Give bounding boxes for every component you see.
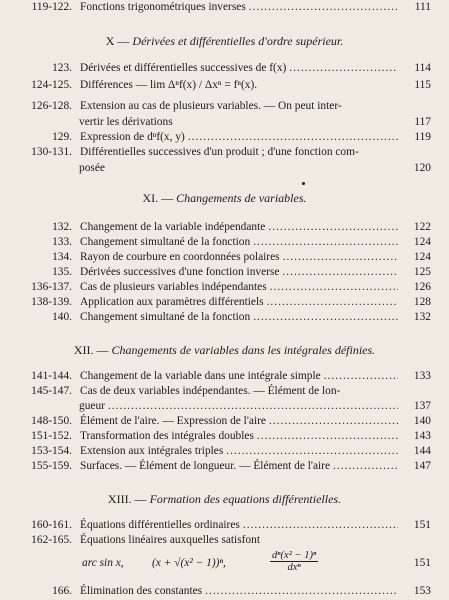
toc-entry (12, 518, 431, 532)
chapter-title: Changements de variables. (176, 191, 307, 205)
toc-entry (12, 78, 431, 92)
entry-page: 133 (413, 370, 431, 382)
entry-title: Équations différentielles ordinaires (80, 519, 240, 531)
entry-number: 119-122. (31, 1, 72, 13)
ink-speck (302, 182, 305, 185)
entry-number: 140. (52, 311, 72, 323)
entry-number: 123. (52, 62, 72, 74)
entry-number: 129. (52, 131, 72, 143)
entry-page: 120 (413, 162, 431, 174)
entry-number: 160-161. (31, 519, 72, 531)
dot-leader (226, 444, 398, 458)
entry-title-continued: vertir les dérivations (79, 116, 173, 128)
formula-power: (x + √(x² − 1))ⁿ, (152, 557, 226, 569)
dot-leader (253, 235, 398, 249)
chapter-title: Formation des equations différentielles. (149, 492, 342, 506)
entry-title: Changement simultané de la fonction (80, 311, 251, 323)
entry-title: Surfaces. — Élément de longueur. — Élément de l'aire (80, 460, 331, 472)
entry-page: 151 (413, 519, 431, 531)
entry-page: 125 (413, 266, 431, 278)
entry-page: 128 (413, 296, 431, 308)
entry-page: 147 (413, 460, 431, 472)
dot-leader (257, 429, 398, 443)
entry-page: 151 (413, 557, 431, 569)
dot-leader (333, 459, 398, 473)
fraction-numerator: dⁿ(x² − 1)ⁿ (272, 550, 317, 561)
toc-entry (12, 220, 431, 234)
toc-entry (12, 310, 431, 324)
entry-title: Changement de la variable dans une intégrale simple (80, 370, 321, 382)
chapter-title: Dérivées et différentielles d'ordre supérieur. (132, 34, 344, 48)
chapter-number: XI. — (142, 191, 174, 205)
dot-leader (324, 369, 398, 383)
chapter-heading (0, 492, 449, 507)
entry-page: 143 (413, 430, 431, 442)
chapter-heading (0, 343, 449, 358)
toc-entry-continuation (79, 161, 431, 175)
entry-number: 148-150. (31, 415, 72, 427)
entry-title: Élimination des constantes (80, 585, 203, 597)
entry-page: 111 (414, 1, 431, 13)
formula-arcsin: arc sin x, (82, 557, 124, 569)
chapter-number: XII. — (73, 343, 109, 357)
toc-entry (12, 295, 431, 309)
chapter-number: XIII. — (107, 492, 147, 506)
toc-entry (12, 0, 431, 14)
dot-leader (282, 265, 398, 279)
toc-entry (12, 61, 431, 75)
entry-number: 130-131. (31, 146, 72, 158)
entry-number: 141-144. (31, 370, 72, 382)
entry-number: 126-128. (31, 100, 72, 112)
entry-title: Dérivées et différentielles successives de f(x) (80, 62, 287, 74)
toc-entry-continuation (79, 115, 431, 129)
toc-entry (12, 265, 431, 279)
entry-title: Extension aux intégrales triples (80, 445, 224, 457)
chapter-heading (0, 34, 449, 49)
toc-entry (12, 369, 431, 383)
entry-page: 115 (414, 79, 431, 91)
entry-number: 136-137. (31, 281, 72, 293)
entry-page: 126 (413, 281, 431, 293)
entry-page: 114 (414, 62, 431, 74)
dot-leader (108, 399, 398, 413)
entry-page: 124 (413, 236, 431, 248)
entry-page: 137 (413, 400, 431, 412)
toc-entry (12, 130, 431, 144)
entry-page: 153 (413, 585, 431, 597)
entry-title: Équations linéaires auxquelles satisfont (80, 534, 260, 546)
toc-entry-continuation (79, 399, 431, 413)
entry-title: Extension au cas de plusieurs variables. — On peut inter- (80, 100, 342, 112)
entry-title-continued: posée (79, 162, 105, 174)
fraction-denominator: dxⁿ (287, 562, 301, 573)
entry-number: 124-125. (31, 79, 72, 91)
dot-leader (205, 584, 398, 598)
entry-title: Fonctions trigonométriques inverses (80, 1, 246, 13)
entry-number: 135. (52, 266, 72, 278)
entry-number: 132. (52, 221, 72, 233)
entry-title: Application aux paramètres différentiels (80, 296, 264, 308)
entry-title: Transformation des intégrales doubles (80, 430, 254, 442)
entry-title: Différences — lim Δⁿf(x) / Δxⁿ = fⁿ(x). (80, 79, 258, 91)
entry-number: 166. (52, 585, 72, 597)
entry-number: 134. (52, 251, 72, 263)
dot-leader (283, 250, 398, 264)
entry-page: 122 (413, 221, 431, 233)
entry-page: 119 (414, 131, 431, 143)
entry-title: Élément de l'aire. — Expression de l'aire (80, 415, 266, 427)
dot-leader (188, 130, 398, 144)
formula-derivative-fraction (270, 550, 318, 573)
toc-entry (12, 429, 431, 443)
toc-entry (12, 99, 431, 113)
toc-entry (12, 414, 431, 428)
entry-page: 117 (414, 116, 431, 128)
dot-leader (270, 280, 398, 294)
entry-number: 162-165. (31, 534, 72, 546)
dot-leader (267, 295, 398, 309)
entry-number: 138-139. (31, 296, 72, 308)
toc-entry (12, 235, 431, 249)
entry-number: 151-152. (31, 430, 72, 442)
entry-title: Dérivées successives d'une fonction inverse (80, 266, 280, 278)
dot-leader (253, 310, 398, 324)
entry-title: Rayon de courbure en coordonnées polaires (80, 251, 280, 263)
formula-line (0, 552, 449, 576)
toc-entry (12, 459, 431, 473)
chapter-heading (0, 191, 449, 206)
toc-entry (12, 584, 431, 598)
entry-title: Différentielles successives d'un produit ; d'une fonction com- (80, 146, 359, 158)
entry-page: 144 (413, 445, 431, 457)
entry-title: Expression de dⁿf(x, y) (80, 131, 185, 143)
entry-page: 132 (413, 311, 431, 323)
entry-title-continued: gueur (79, 400, 105, 412)
toc-entry (12, 533, 431, 547)
dot-leader (269, 414, 398, 428)
toc-entry (12, 280, 431, 294)
entry-title: Changement de la variable indépendante (80, 221, 266, 233)
dot-leader (243, 518, 398, 532)
entry-title: Changement simultané de la fonction (80, 236, 251, 248)
entry-number: 133. (52, 236, 72, 248)
entry-title: Cas de deux variables indépendantes. — Élément de lon- (80, 385, 341, 397)
toc-entry (12, 384, 431, 398)
chapter-title: Changements de variables dans les intégrales définies. (111, 343, 376, 357)
entry-number: 155-159. (31, 460, 72, 472)
toc-entry (12, 444, 431, 458)
entry-number: 145-147. (31, 385, 72, 397)
dot-leader (289, 61, 398, 75)
entry-title: Cas de plusieurs variables indépendantes (80, 281, 267, 293)
entry-page: 140 (413, 415, 431, 427)
toc-entry (12, 250, 431, 264)
entry-page: 124 (413, 251, 431, 263)
toc-entry (12, 145, 431, 159)
dot-leader (249, 0, 398, 14)
dot-leader (268, 220, 398, 234)
chapter-number: X — (105, 34, 130, 48)
entry-number: 153-154. (31, 445, 72, 457)
